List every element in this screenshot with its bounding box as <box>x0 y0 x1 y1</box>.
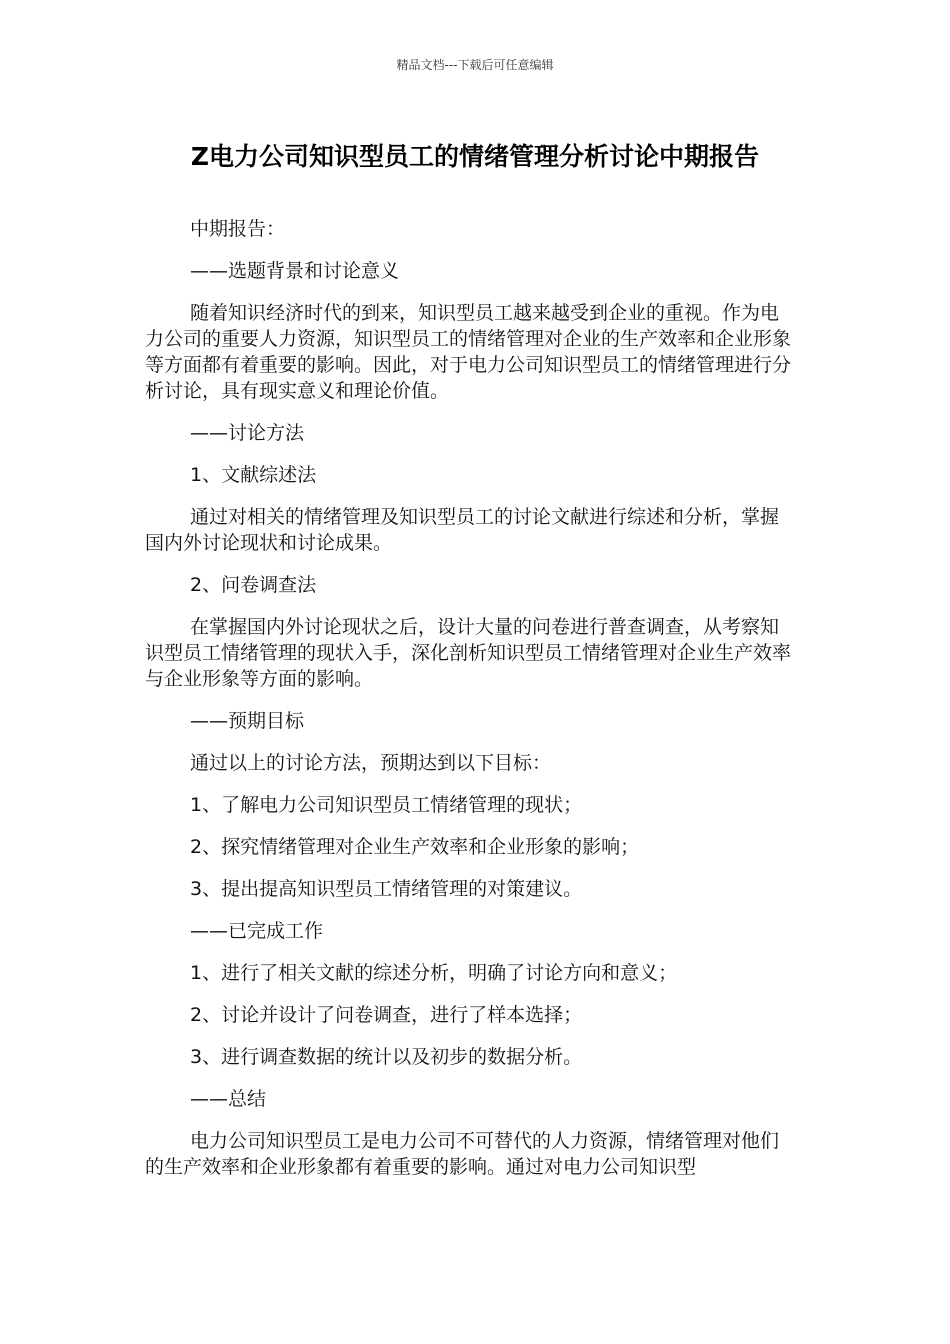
paragraph: 通过以上的讨论方法，预期达到以下目标： <box>190 752 552 774</box>
document-title: Z电力公司知识型员工的情绪管理分析讨论中期报告 <box>190 142 760 171</box>
paragraph: 通过对相关的情绪管理及知识型员工的讨论文献进行综述和分析，掌握国内外讨论现状和讨论成果。 <box>145 506 780 554</box>
list-item: 2、探究情绪管理对企业生产效率和企业形象的影响； <box>190 836 640 858</box>
list-item: 3、进行调查数据的统计以及初步的数据分析。 <box>190 1046 583 1068</box>
list-item: 1、了解电力公司知识型员工情绪管理的现状； <box>190 794 583 816</box>
section-heading: ——预期目标 <box>190 710 305 732</box>
paragraph: 随着知识经济时代的到来，知识型员工越来越受到企业的重视。作为电力公司的重要人力资源，知识型员工的情绪管理对企业的生产效率和企业形象等方面都有着重要的影响。因此，对于电力公司知识型员工的情绪管理进行分析讨论，具有现实意义和理论价值。 <box>145 302 792 402</box>
section-heading: ——讨论方法 <box>190 422 305 444</box>
paragraph: 电力公司知识型员工是电力公司不可替代的人力资源，情绪管理对他们的生产效率和企业形象都有着重要的影响。通过对电力公司知识型 <box>145 1130 780 1178</box>
page-header: 精品文档---下载后可任意编辑 <box>396 58 554 72</box>
list-item: 1、文献综述法 <box>190 464 317 486</box>
section-heading: ——总结 <box>190 1088 267 1110</box>
paragraph: 在掌握国内外讨论现状之后，设计大量的问卷进行普查调查，从考察知识型员工情绪管理的现状入手，深化剖析知识型员工情绪管理对企业生产效率与企业形象等方面的影响。 <box>145 616 792 690</box>
list-item: 1、进行了相关文献的综述分析，明确了讨论方向和意义； <box>190 962 678 984</box>
list-item: 3、提出提高知识型员工情绪管理的对策建议。 <box>190 878 583 900</box>
document-body <box>145 216 795 1196</box>
section-heading: ——选题背景和讨论意义 <box>190 260 400 282</box>
section-heading: ——已完成工作 <box>190 920 324 942</box>
list-item: 2、讨论并设计了问卷调查，进行了样本选择； <box>190 1004 583 1026</box>
paragraph: 中期报告： <box>190 218 286 240</box>
list-item: 2、问卷调查法 <box>190 574 317 596</box>
